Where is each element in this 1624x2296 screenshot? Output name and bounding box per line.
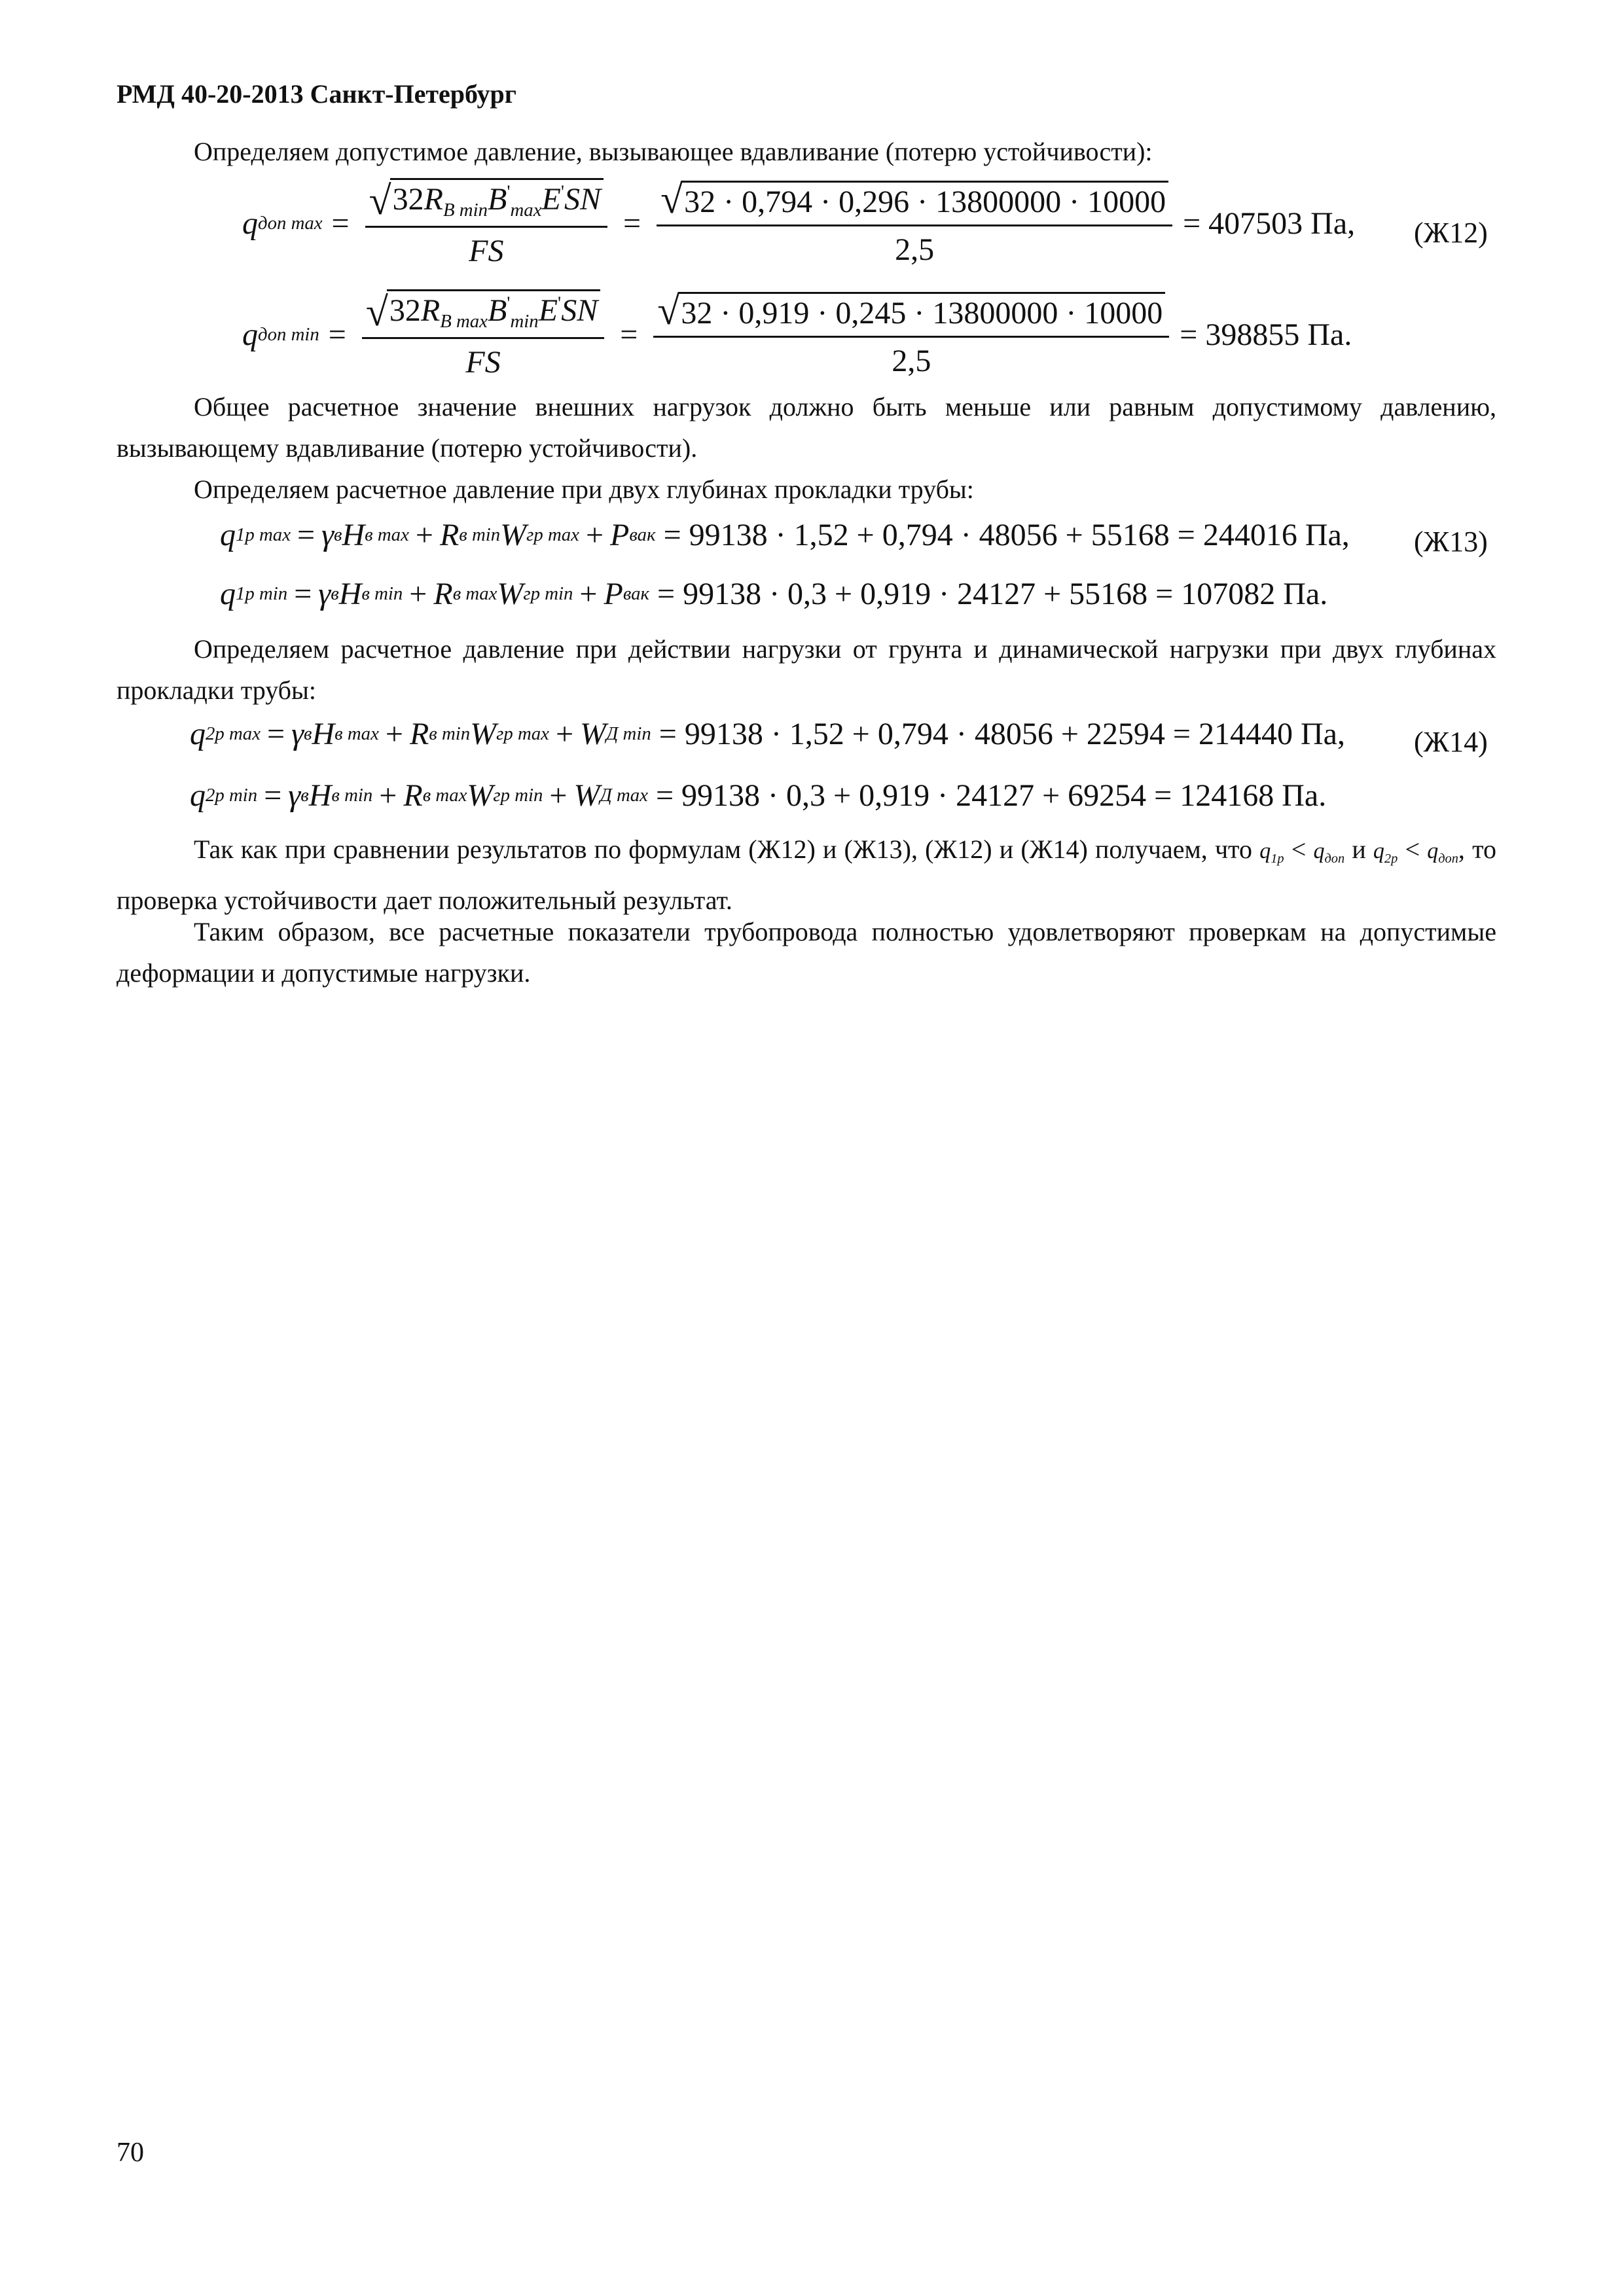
denominator-symbol: FS: [469, 234, 504, 269]
equation-zh12-max: q доп max = √ $32R_{B min}B'_{max}E'SN$ FS = √ 32 · 0,794 · 0,296 · 13800000 · 10000 2,5 = 407503 Па,: [242, 177, 1356, 269]
paragraph-dynamic-load-intro: Определяем расчетное давление при действии нагрузки от грунта и динамической нагрузки при двух глубинах прокладки трубы:: [117, 634, 1496, 705]
equation-zh13-min: q 1p min = γ в H в min + R в max W гр min + P вак = 99138 · 0,3 + 0,919 · 24127 + 55168 = 107082 Па.: [220, 577, 1328, 611]
paragraph-conclusion: Таким образом, все расчетные показатели трубопровода полностью удовлетворяют проверкам на допустимые деформации и допустимые нагрузки.: [117, 917, 1496, 988]
paragraph-comparison: Так как при сравнении результатов по формулам (Ж12) и (Ж13), (Ж12) и (Ж14) получаем, что $q_{1p} < q_{доп}$ и $q_{2p} < q_{доп}$, то проверка устойчивости дает положительный результат.: [117, 834, 1497, 916]
fraction-numeric-max: √ 32 · 0,794 · 0,296 · 13800000 · 10000 2,5: [657, 179, 1172, 268]
equation-zh14-min: q 2p min = γ в H в min + R в max W гр min + W Д max = 99138 · 0,3 + 0,919 · 24127 + 69254 = 124168 Па.: [190, 778, 1327, 813]
page-number: 70: [117, 2138, 144, 2168]
equation-label-zh14: (Ж14): [1414, 726, 1488, 758]
document-header: РМД 40-20-2013 Санкт-Петербург: [117, 79, 516, 109]
subscript-dop-max: доп max: [258, 213, 323, 234]
equation-zh12-min: q доп min = √ $32R_{B max}B'_{min}E'SN$ FS = √ 32 · 0,919 · 0,245 · 13800000 · 10000 2,5 = 398855 Па.: [242, 289, 1352, 380]
equation-zh13-max: q 1p max = γ в H в max + R в min W гр max + P вак = 99138 · 1,52 + 0,794 · 48056 + 55168 = 244016 Па,: [220, 518, 1350, 552]
result-zh13-min: = 99138 · 0,3 + 0,919 · 24127 + 55168 = 107082 Па.: [657, 577, 1328, 611]
result-zh12-max: = 407503 Па,: [1183, 206, 1356, 242]
denominator-value: 2,5: [895, 232, 935, 268]
equation-zh14-max: q 2p max = γ в H в max + R в min W гр max + W Д min = 99138 · 1,52 + 0,794 · 48056 + 22594 = 214440 Па,: [190, 717, 1345, 751]
paragraph-allowable-pressure-intro: Определяем допустимое давление, вызывающее вдавливание (потерю устойчивости):: [194, 137, 1153, 166]
result-zh14-min: = 99138 · 0,3 + 0,919 · 24127 + 69254 = 124168 Па.: [655, 778, 1327, 813]
result-zh13-max: = 99138 · 1,52 + 0,794 · 48056 + 55168 = 244016 Па,: [663, 518, 1350, 552]
result-zh12-min: = 398855 Па.: [1180, 317, 1352, 353]
fraction-symbolic-min: √ $32R_{B max}B'_{min}E'SN$ FS: [362, 289, 604, 380]
fraction-numeric-min: √ 32 · 0,919 · 0,245 · 13800000 · 10000 2,5: [653, 291, 1169, 379]
result-zh14-max: = 99138 · 1,52 + 0,794 · 48056 + 22594 = 214440 Па,: [659, 717, 1345, 751]
equation-label-zh13: (Ж13): [1414, 526, 1488, 558]
subscript-dop-min: доп min: [258, 324, 319, 346]
equation-label-zh12: (Ж12): [1414, 217, 1488, 249]
numeric-radicand-max: 32 · 0,794 · 0,296 · 13800000 · 10000: [681, 181, 1168, 220]
numeric-radicand-min: 32 · 0,919 · 0,245 · 13800000 · 10000: [678, 292, 1165, 331]
paragraph-total-load: Общее расчетное значение внешних нагрузок должно быть меньше или равным допустимому давлению, вызывающему вдавливание (потерю устойчивости).: [117, 392, 1496, 463]
paragraph-design-pressure-intro: Определяем расчетное давление при двух глубинах прокладки трубы:: [194, 475, 974, 504]
fraction-symbolic-max: √ $32R_{B min}B'_{max}E'SN$ FS: [365, 178, 607, 269]
